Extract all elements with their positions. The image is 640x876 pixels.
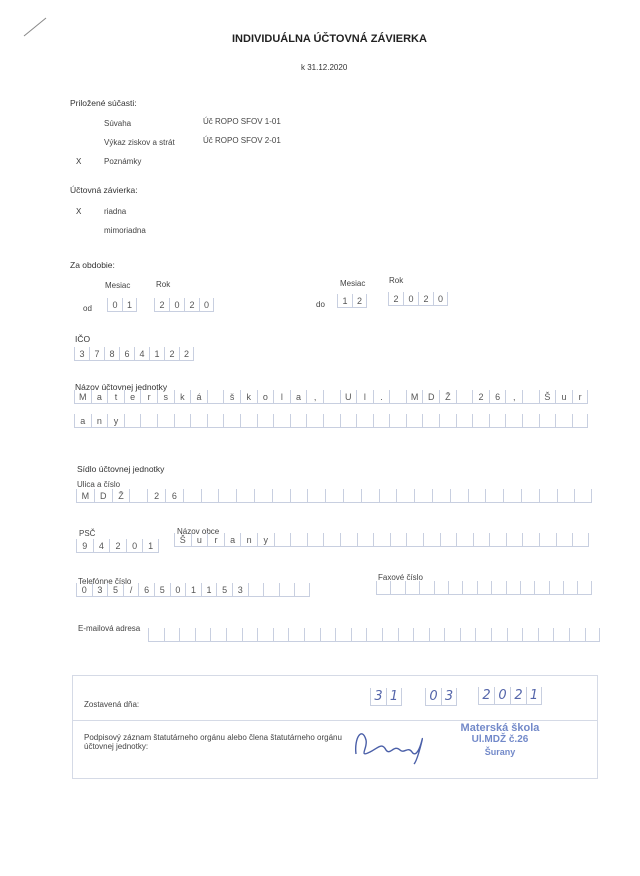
char-cell: [539, 414, 556, 428]
char-cell: [274, 533, 291, 547]
char-cell: [555, 414, 572, 428]
char-cell: U: [340, 390, 357, 404]
char-cell: [366, 628, 382, 642]
email-field[interactable]: [148, 628, 600, 642]
char-cell: 4: [134, 347, 149, 361]
compiled-month-field[interactable]: [425, 688, 457, 706]
char-cell: r: [140, 390, 157, 404]
char-cell: [389, 390, 406, 404]
char-cell: 0: [425, 688, 441, 706]
char-cell: [406, 533, 423, 547]
to-month-label: Mesiac: [340, 279, 366, 288]
char-cell: [323, 390, 340, 404]
char-cell: [218, 489, 236, 503]
closing-label: riadna: [104, 207, 127, 216]
char-cell: 6: [138, 583, 154, 597]
char-cell: [539, 533, 556, 547]
from-month-label: Mesiac: [105, 281, 131, 290]
seat-label: Sídlo účtovnej jednotky: [77, 464, 165, 474]
psc-field[interactable]: [76, 539, 159, 553]
char-cell: [477, 581, 491, 595]
char-cell: 0: [433, 292, 448, 306]
char-cell: l: [356, 390, 373, 404]
char-cell: 5: [107, 583, 123, 597]
char-cell: [434, 581, 448, 595]
char-cell: 9: [76, 539, 93, 553]
char-cell: [450, 489, 468, 503]
char-cell: 1: [337, 294, 352, 308]
char-cell: [307, 533, 324, 547]
char-cell: 7: [89, 347, 104, 361]
char-cell: [207, 414, 224, 428]
char-cell: ,: [505, 390, 522, 404]
char-cell: [489, 533, 506, 547]
char-cell: [390, 581, 404, 595]
char-cell: 3: [232, 583, 248, 597]
char-cell: [279, 583, 295, 597]
char-cell: n: [91, 414, 108, 428]
char-cell: [207, 390, 224, 404]
char-cell: [491, 581, 505, 595]
char-cell: [361, 489, 379, 503]
signature-label-2: účtovnej jednotky:: [84, 742, 149, 751]
char-cell: a: [290, 390, 307, 404]
char-cell: [574, 489, 592, 503]
street-field[interactable]: [76, 489, 592, 503]
char-cell: [456, 414, 473, 428]
char-cell: n: [240, 533, 257, 547]
from-month-field[interactable]: [107, 298, 137, 312]
char-cell: 6: [489, 390, 506, 404]
char-cell: [273, 628, 289, 642]
char-cell: 1: [142, 539, 159, 553]
char-cell: [396, 489, 414, 503]
char-cell: [190, 414, 207, 428]
compiled-day-field[interactable]: [370, 688, 402, 706]
char-cell: [585, 628, 601, 642]
char-cell: [522, 533, 539, 547]
char-cell: t: [107, 390, 124, 404]
char-cell: [553, 628, 569, 642]
stamp-line-2: Ul.MDŽ č.26: [471, 734, 529, 745]
char-cell: [248, 583, 264, 597]
char-cell: u: [191, 533, 208, 547]
char-cell: [304, 628, 320, 642]
char-cell: [389, 414, 406, 428]
closing-heading: Účtovná závierka:: [70, 185, 138, 195]
char-cell: [290, 533, 307, 547]
char-cell: á: [190, 390, 207, 404]
char-cell: 2: [388, 292, 403, 306]
char-cell: [320, 628, 336, 642]
name-field-line-1[interactable]: [74, 390, 588, 404]
char-cell: [376, 581, 390, 595]
char-cell: D: [94, 489, 112, 503]
char-cell: [335, 628, 351, 642]
compiled-label: Zostavená dňa:: [84, 700, 140, 709]
part-code: Úč ROPO SFOV 2-01: [203, 136, 281, 145]
char-cell: [323, 533, 340, 547]
char-cell: [323, 414, 340, 428]
char-cell: 0: [126, 539, 143, 553]
char-cell: 1: [526, 687, 542, 705]
char-cell: [462, 581, 476, 595]
char-cell: [432, 489, 450, 503]
char-cell: [468, 489, 486, 503]
char-cell: [414, 489, 432, 503]
char-cell: [288, 628, 304, 642]
char-cell: [254, 489, 272, 503]
char-cell: [572, 533, 589, 547]
char-cell: [429, 628, 445, 642]
char-cell: y: [107, 414, 124, 428]
char-cell: [440, 533, 457, 547]
char-cell: 2: [109, 539, 126, 553]
char-cell: [507, 628, 523, 642]
stamp-line-3: Šurany: [484, 747, 516, 757]
char-cell: [506, 533, 523, 547]
char-cell: 5: [154, 583, 170, 597]
char-cell: [294, 583, 310, 597]
char-cell: [522, 628, 538, 642]
document-title: INDIVIDUÁLNA ÚČTOVNÁ ZÁVIERKA: [232, 33, 427, 45]
char-cell: Ž: [112, 489, 130, 503]
char-cell: [472, 414, 489, 428]
char-cell: [257, 414, 274, 428]
char-cell: u: [555, 390, 572, 404]
char-cell: Ž: [439, 390, 456, 404]
phone-field[interactable]: [76, 583, 310, 597]
char-cell: [357, 533, 374, 547]
char-cell: [174, 414, 191, 428]
char-cell: [473, 533, 490, 547]
char-cell: [413, 628, 429, 642]
char-cell: [423, 533, 440, 547]
char-cell: [164, 628, 180, 642]
char-cell: 6: [119, 347, 134, 361]
char-cell: a: [224, 533, 241, 547]
char-cell: s: [157, 390, 174, 404]
char-cell: 1: [185, 583, 201, 597]
char-cell: [577, 581, 591, 595]
corner-mark: [22, 16, 48, 38]
period-heading: Za obdobie:: [70, 260, 115, 270]
char-cell: Š: [174, 533, 191, 547]
char-cell: [398, 628, 414, 642]
char-cell: [242, 628, 258, 642]
char-cell: [522, 390, 539, 404]
char-cell: D: [422, 390, 439, 404]
char-cell: [489, 414, 506, 428]
to-label: do: [316, 300, 325, 309]
char-cell: [351, 628, 367, 642]
char-cell: 3: [370, 688, 386, 706]
street-label: Ulica a číslo: [77, 480, 121, 489]
char-cell: k: [240, 390, 257, 404]
part-label: Súvaha: [104, 119, 132, 128]
from-year-label: Rok: [156, 280, 171, 289]
name-label: Názov účtovnej jednotky: [75, 382, 168, 392]
char-cell: r: [207, 533, 224, 547]
char-cell: š: [223, 390, 240, 404]
char-cell: y: [257, 533, 274, 547]
char-cell: [563, 581, 577, 595]
char-cell: [157, 414, 174, 428]
fax-label: Faxové číslo: [378, 573, 423, 582]
char-cell: [140, 414, 157, 428]
char-cell: [557, 489, 575, 503]
char-cell: [448, 581, 462, 595]
city-field[interactable]: [174, 533, 589, 547]
from-year-field[interactable]: [154, 298, 214, 312]
document-date: k 31.12.2020: [301, 63, 348, 72]
char-cell: [340, 533, 357, 547]
char-cell: 8: [104, 347, 119, 361]
char-cell: 0: [107, 298, 122, 312]
name-field-line-2[interactable]: [74, 414, 588, 428]
char-cell: [444, 628, 460, 642]
char-cell: [263, 583, 279, 597]
char-cell: M: [76, 489, 94, 503]
char-cell: [390, 533, 407, 547]
char-cell: 5: [216, 583, 232, 597]
char-cell: [273, 414, 290, 428]
char-cell: [534, 581, 548, 595]
from-label: od: [83, 304, 92, 313]
char-cell: [148, 628, 164, 642]
char-cell: [129, 489, 147, 503]
char-cell: [236, 489, 254, 503]
char-cell: 2: [478, 687, 494, 705]
char-cell: [521, 489, 539, 503]
part-label: Výkaz ziskov a strát: [104, 138, 175, 147]
char-cell: 2: [147, 489, 165, 503]
char-cell: [439, 414, 456, 428]
char-cell: [556, 533, 573, 547]
char-cell: M: [74, 390, 91, 404]
char-cell: /: [123, 583, 139, 597]
char-cell: ,: [306, 390, 323, 404]
psc-label: PSČ: [79, 529, 96, 538]
char-cell: [201, 489, 219, 503]
char-cell: [406, 414, 423, 428]
to-year-label: Rok: [389, 276, 404, 285]
char-cell: e: [124, 390, 141, 404]
char-cell: [382, 628, 398, 642]
char-cell: 1: [201, 583, 217, 597]
char-cell: [179, 628, 195, 642]
char-cell: [405, 581, 419, 595]
compiled-year-field[interactable]: [478, 687, 542, 705]
fax-field[interactable]: [376, 581, 592, 595]
char-cell: [290, 489, 308, 503]
char-cell: [183, 489, 201, 503]
char-cell: 0: [170, 583, 186, 597]
char-cell: a: [91, 390, 108, 404]
char-cell: 3: [92, 583, 108, 597]
char-cell: r: [572, 390, 589, 404]
char-cell: [373, 533, 390, 547]
ico-field[interactable]: [74, 347, 194, 361]
char-cell: k: [174, 390, 191, 404]
char-cell: [379, 489, 397, 503]
char-cell: 3: [74, 347, 89, 361]
char-cell: [272, 489, 290, 503]
char-cell: l: [273, 390, 290, 404]
char-cell: [257, 628, 273, 642]
char-cell: [506, 581, 520, 595]
char-cell: [422, 414, 439, 428]
char-cell: 0: [403, 292, 418, 306]
char-cell: .: [373, 390, 390, 404]
char-cell: [124, 414, 141, 428]
signature-label-1: Podpisový záznam štatutárneho orgánu alebo člena štatutárneho orgánu: [84, 733, 342, 742]
school-stamp: [440, 722, 560, 758]
char-cell: 2: [418, 292, 433, 306]
city-label: Názov obce: [177, 527, 220, 536]
stamp-line-1: Materská škola: [460, 722, 540, 734]
char-cell: 0: [199, 298, 214, 312]
char-cell: [503, 489, 521, 503]
char-cell: 1: [122, 298, 137, 312]
char-cell: 1: [149, 347, 164, 361]
char-cell: [505, 414, 522, 428]
char-cell: [223, 414, 240, 428]
char-cell: [240, 414, 257, 428]
char-cell: [373, 414, 390, 428]
char-cell: [343, 489, 361, 503]
char-cell: [460, 628, 476, 642]
char-cell: 2: [352, 294, 367, 308]
char-cell: 2: [164, 347, 179, 361]
char-cell: 2: [154, 298, 169, 312]
char-cell: [475, 628, 491, 642]
to-year-field[interactable]: [388, 292, 448, 306]
parts-heading: Priložené súčasti:: [70, 98, 137, 108]
char-cell: [307, 489, 325, 503]
part-mark: X: [76, 157, 82, 166]
char-cell: [456, 533, 473, 547]
email-label: E-mailová adresa: [78, 624, 141, 633]
char-cell: o: [257, 390, 274, 404]
char-cell: 0: [169, 298, 184, 312]
closing-label: mimoriadna: [104, 226, 146, 235]
part-label: Poznámky: [104, 157, 142, 166]
char-cell: [356, 414, 373, 428]
char-cell: [520, 581, 534, 595]
char-cell: 2: [472, 390, 489, 404]
char-cell: [226, 628, 242, 642]
char-cell: [539, 489, 557, 503]
char-cell: [485, 489, 503, 503]
char-cell: 2: [184, 298, 199, 312]
to-month-field[interactable]: [337, 294, 367, 308]
char-cell: 2: [510, 687, 526, 705]
char-cell: [195, 628, 211, 642]
char-cell: [456, 390, 473, 404]
char-cell: 2: [179, 347, 194, 361]
char-cell: [306, 414, 323, 428]
char-cell: [419, 581, 433, 595]
char-cell: [572, 414, 589, 428]
char-cell: [340, 414, 357, 428]
signature: [348, 718, 438, 766]
ico-label: IČO: [75, 334, 91, 344]
char-cell: [210, 628, 226, 642]
part-code: Úč ROPO SFOV 1-01: [203, 117, 281, 126]
char-cell: 0: [76, 583, 92, 597]
phone-label: Telefónne číslo: [78, 577, 132, 586]
char-cell: 0: [494, 687, 510, 705]
char-cell: M: [406, 390, 423, 404]
closing-mark: X: [76, 207, 82, 216]
char-cell: [538, 628, 554, 642]
char-cell: 4: [93, 539, 110, 553]
char-cell: [491, 628, 507, 642]
char-cell: Š: [539, 390, 556, 404]
char-cell: [522, 414, 539, 428]
char-cell: a: [74, 414, 91, 428]
char-cell: [569, 628, 585, 642]
char-cell: 1: [386, 688, 402, 706]
char-cell: 6: [165, 489, 183, 503]
char-cell: [290, 414, 307, 428]
char-cell: [549, 581, 563, 595]
char-cell: [325, 489, 343, 503]
char-cell: 3: [441, 688, 457, 706]
